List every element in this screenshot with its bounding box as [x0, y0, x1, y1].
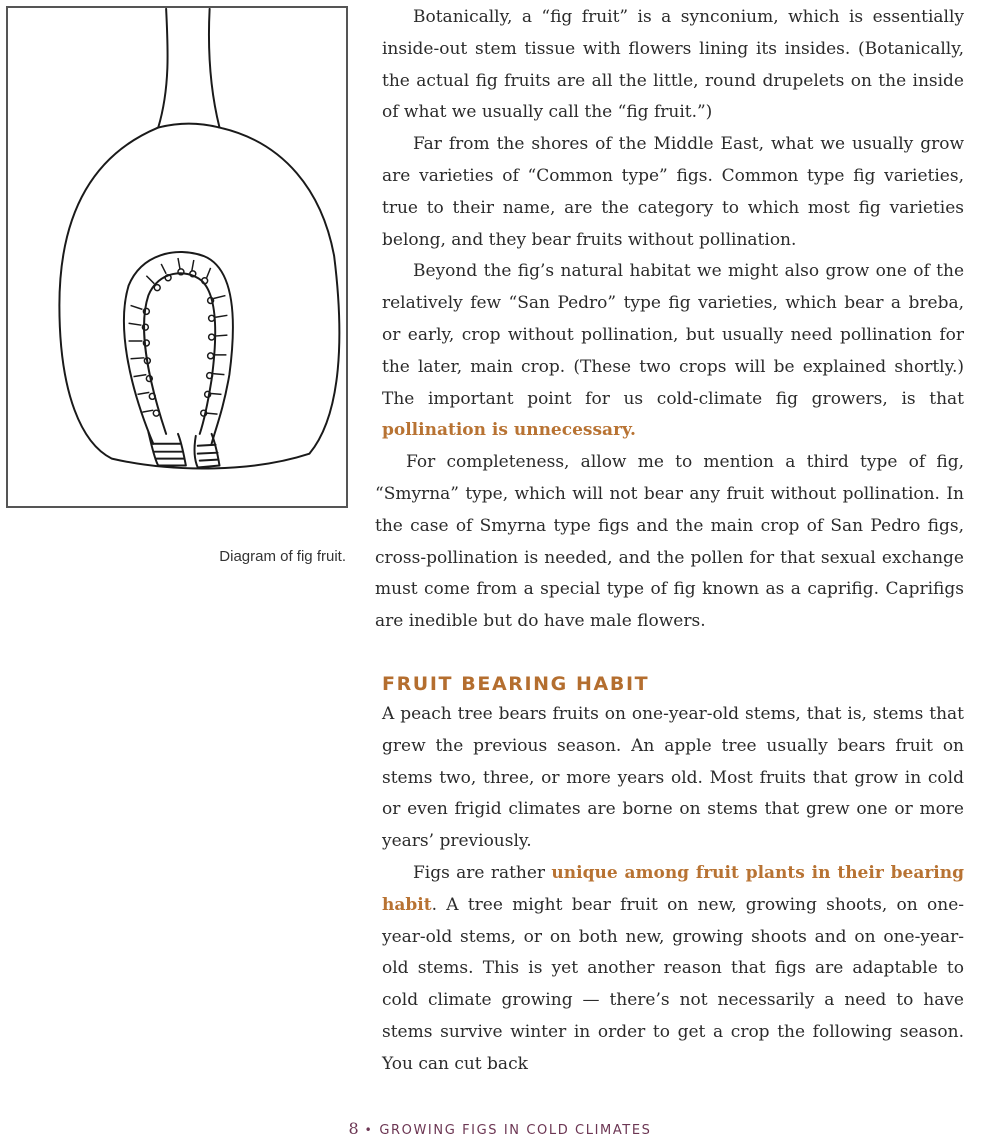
paragraph-san-pedro: Beyond the fig’s natural habitat we might also grow one of the relatively few “San Pedro” type fig varieties, which bear a breba, or early, crop without pollination, but usually need pollination for the later, main crop. (These two crops will be explained shortly.) The important point for us cold-climate fig growers, is that pollination is unnecessary. [382, 261, 964, 441]
fig-stem [158, 9, 167, 128]
fig-ostiole [148, 432, 186, 466]
paragraph-peach-tree: A peach tree bears fruits on one-year-old stems, that is, stems that grew the previous season. An apple tree usually bears fruit on stems two, three, or more years old. Most fruits that grow in cold or even frigid climates are borne on stems that grew one or more years’ previously. [382, 703, 964, 852]
book-title: GROWING FIGS IN COLD CLIMATES [379, 1123, 652, 1138]
fig-inner-cavity [124, 252, 233, 444]
paragraph-smyrna: For completeness, allow me to mention a third type of fig, “Smyrna” type, which will not bear any fruit without pollination. In the case of Smyrna type figs and the main crop of San Pedro figs, cross-pollination is needed, and the pollen for that sexual exchange must come from a special type of fig known as a caprifig. Caprifigs are inedible but do have male flowers. [375, 452, 964, 632]
main-text-column [375, 2, 965, 1081]
highlight-pollination-unnecessary: pollination is unnecessary. [382, 420, 636, 441]
fig-outer-skin [59, 128, 339, 469]
figure-caption: Diagram of fig fruit. [219, 548, 346, 565]
highlight-unique-bearing-habit: unique among fruit plants in their bearing habit [382, 862, 965, 915]
fig-stem [209, 9, 220, 128]
fig-fruit-drawing [8, 8, 346, 506]
paragraph-bearing-habit: Figs are rather unique among fruit plants in their bearing habit. A tree might bear fruit on new, growing shoots, on one-year-old stems, or on both new, growing shoots and on one-year-old stems. This is yet another reason that figs are adaptable to cold climate growing — there’s not necessarily a need to have stems survive winter in order to get a crop the following season. You can cut back [382, 862, 965, 1074]
paragraph-common-type: Far from the shores of the Middle East, what we usually grow are varieties of “Common type” figs. Common type fig varieties, true to their name, are the category to which most fig varieties belong, and they bear fruits without pollination. [382, 134, 964, 250]
page-footer [0, 1119, 1000, 1138]
paragraph-botanically: Botanically, a “fig fruit” is a synconium, which is essentially inside-out stem tissue with flowers lining its insides. (Botanically, the actual fig fruits are all the little, round drupelets on the inside of what we usually call the “fig fruit.”) [382, 7, 964, 123]
footer-separator: • [364, 1123, 374, 1137]
page-number: 8 [348, 1119, 359, 1138]
section-heading: FRUIT BEARING HABIT [382, 672, 650, 695]
fig-fruit-diagram [6, 6, 348, 508]
